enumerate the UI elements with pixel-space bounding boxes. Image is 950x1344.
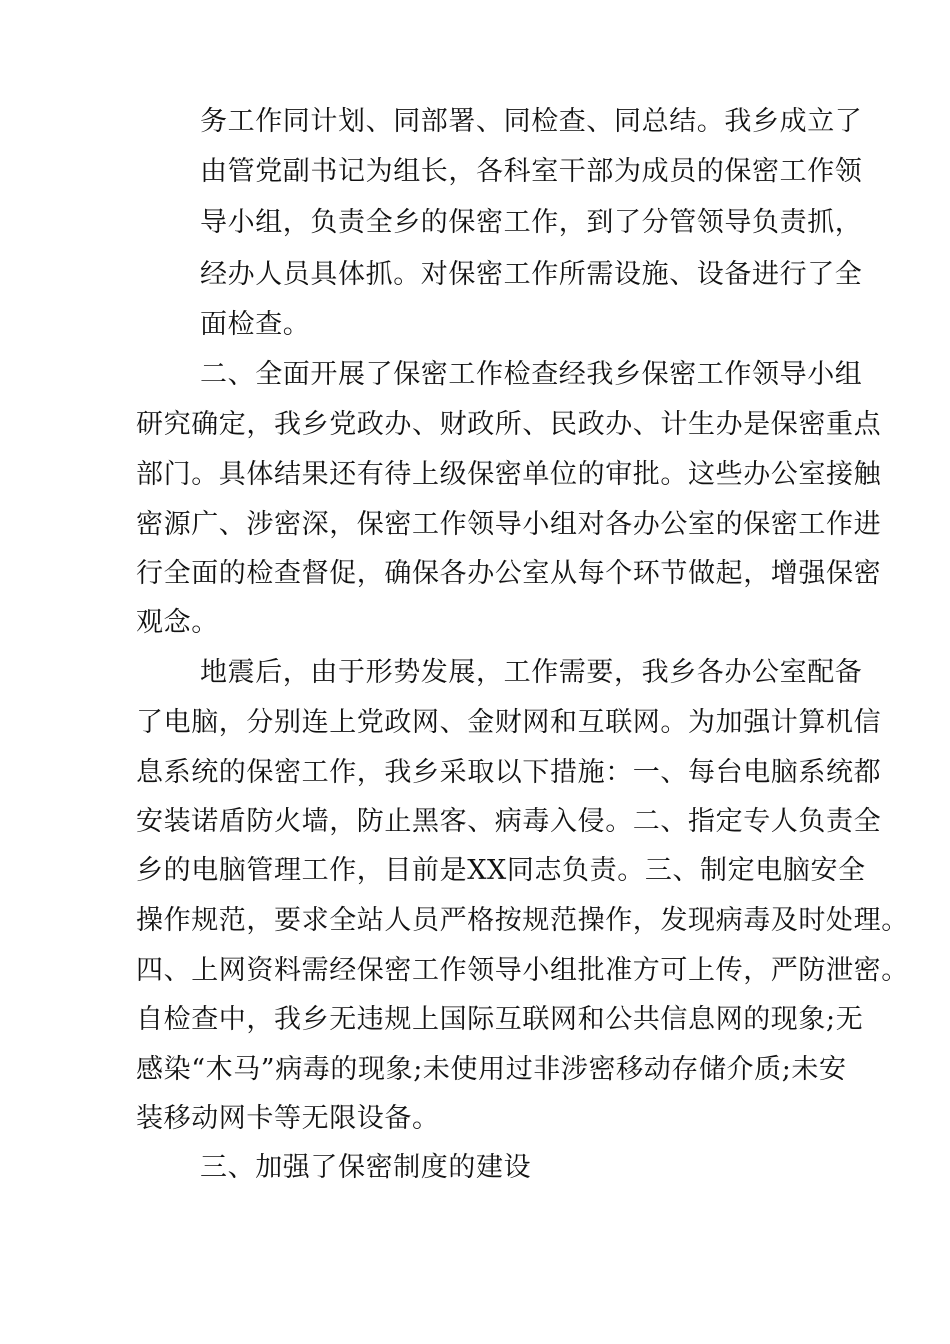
text-line: 了电脑，分别连上党政网、金财网和互联网。为加强计算机信 [136, 707, 882, 738]
text-line: 地震后，由于形势发展，工作需要，我乡各办公室配备 [200, 657, 863, 688]
text-line: 导小组，负责全乡的保密工作，到了分管领导负责抓， [200, 207, 863, 238]
text-line: 四、上网资料需经保密工作领导小组批准方可上传，严防泄密。 [136, 955, 909, 986]
text-line: 面检查。 [200, 309, 311, 340]
text-line: 密源广、涉密深，保密工作领导小组对各办公室的保密工作进 [136, 509, 882, 540]
text-line: 部门。具体结果还有待上级保密单位的审批。这些办公室接触 [136, 459, 882, 490]
text-line: 研究确定，我乡党政办、财政所、民政办、计生办是保密重点 [136, 409, 882, 440]
text-line: 务工作同计划、同部署、同检查、同总结。我乡成立了 [200, 106, 863, 137]
text-line: 感染“木马”病毒的现象;未使用过非涉密移动存储介质;未安 [136, 1054, 847, 1085]
text-line: 行全面的检查督促，确保各办公室从每个环节做起，增强保密 [136, 558, 882, 589]
section-heading: 二、全面开展了保密工作检查经我乡保密工作领导小组 [200, 359, 863, 390]
text-line: 乡的电脑管理工作，目前是XX同志负责。三、制定电脑安全 [136, 855, 866, 886]
text-line: 装移动网卡等无限设备。 [136, 1103, 440, 1134]
section-heading: 三、加强了保密制度的建设 [200, 1152, 532, 1183]
text-line: 息系统的保密工作，我乡采取以下措施：一、每台电脑系统都 [136, 757, 882, 788]
text-line: 自检查中，我乡无违规上国际互联网和公共信息网的现象;无 [136, 1004, 864, 1035]
text-line: 观念。 [136, 607, 219, 638]
text-line: 操作规范，要求全站人员严格按规范操作，发现病毒及时处理。 [136, 905, 909, 936]
text-line: 经办人员具体抓。对保密工作所需设施、设备进行了全 [200, 259, 863, 290]
text-line: 由管党副书记为组长，各科室干部为成员的保密工作领 [200, 156, 863, 187]
text-line: 安装诺盾防火墙，防止黑客、病毒入侵。二、指定专人负责全 [136, 806, 882, 837]
